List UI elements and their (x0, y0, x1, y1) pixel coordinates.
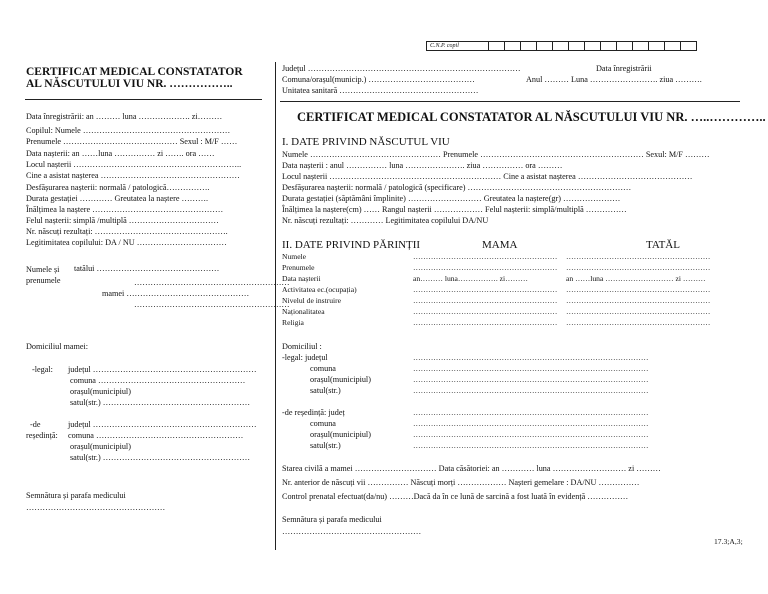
parents-label-line1: Numele și (26, 265, 60, 274)
stub-mamei-extra: ………………………………………………… (134, 300, 290, 309)
domiciliu-field-dots: ………………………………………………………………………………… (413, 386, 649, 395)
form-code: 17.3;A,3; (714, 537, 743, 546)
stub-rese-comuna: comuna ……………………………………………… (68, 431, 244, 440)
stub-title-line2: AL NĂSCUTULUI VIU NR. …………….. (26, 78, 233, 90)
mama-header: MAMA (482, 239, 518, 251)
stub-legal-judet: județul …………………………………………………… (68, 365, 257, 374)
stub-field-line: Durata gestației ………… Greutatea la naștere ………. (26, 194, 209, 203)
mama-field-dots: ………………………………………………… (413, 285, 558, 294)
stub-legal-sat: satul(str.) ……………………………………………… (70, 398, 251, 407)
stub-field-line: Data nașterii: an ……luna …………… zi ……. ora …… (26, 149, 215, 158)
parents-label-line2: prenumele (26, 276, 61, 285)
stub-field-line: Cine a asistat nașterea …………………………………………… (26, 171, 240, 180)
main-rese-judet: -de reședință: județ (282, 408, 345, 417)
section-1-field-line: Înălțimea la naștere(cm) …… Rangul nașterii ……………… Felul nașterii: simplă/multiplă …………… (282, 205, 627, 214)
tata-field-dots: ………………………………………………… (566, 252, 711, 261)
stub-rese-sat: satul(str.) ……………………………………………… (70, 453, 251, 462)
stub-field-line: Nr. născuți rezultați: …………………………………………. (26, 227, 228, 236)
tata-header: TATĂL (646, 239, 680, 251)
mama-field-dots: ………………………………………………… (413, 318, 558, 327)
stub-field-line: Prenumele …………………………………… Sexul : M/F …… (26, 137, 238, 146)
hdr-data-inreg: Data înregistrării (596, 64, 652, 73)
stub-mamei-field: mamei ……………………………………… (102, 289, 250, 298)
tata-field-dots: ………………………………………………… (566, 318, 711, 327)
cnp-digit-box[interactable] (569, 42, 585, 51)
mama-field-dots: ………………………………………………… (413, 252, 558, 261)
section-1-field-line: Locul nașterii ……………………………………………………… Cine a asistat nașterea …………………………………… (282, 172, 693, 181)
parent-field-label: Religia (282, 318, 304, 327)
mama-field-dots: ………………………………………………… (413, 263, 558, 272)
main-legal-judet: -legal: județul (282, 353, 328, 362)
stub-field-line: Locul nașterii …………………………………………………….. (26, 160, 242, 169)
domiciliu-field-dots: ………………………………………………………………………………… (413, 419, 649, 428)
main-rese-comuna: comuna (310, 419, 336, 428)
main-signature-label: Semnătura și parafa medicului (282, 515, 382, 524)
cnp-digit-box[interactable] (521, 42, 537, 51)
cnp-digit-box[interactable] (505, 42, 521, 51)
stub-field-line: Felul nașterii: simplă /multiplă …………………………… (26, 216, 219, 225)
stub-field-line: Înălțimea la naștere ………………………………………… (26, 205, 224, 214)
stub-domiciliul-label: Domiciliul mamei: (26, 342, 89, 351)
cnp-digit-box[interactable] (633, 42, 649, 51)
parent-field-label: Activitatea ec.(ocupația) (282, 285, 357, 294)
stub-rese-oras: orașul(municipiul) (70, 442, 131, 451)
cnp-digit-box[interactable] (617, 42, 633, 51)
section-1-field-line: Desfășurarea nașterii: normală / patologică (specificare) …………………………………………………… (282, 183, 632, 192)
domiciliu-field-dots: ………………………………………………………………………………… (413, 430, 649, 439)
cnp-digit-box[interactable] (489, 42, 505, 51)
main-legal-oras: orașul(municipiul) (310, 375, 371, 384)
section-1-title: I. DATE PRIVIND NĂSCUTUL VIU (282, 136, 450, 148)
main-title: CERTIFICAT MEDICAL CONSTATATOR AL NĂSCUTULUI VIU NR. …..………….. (297, 110, 766, 124)
nascuti-anteriori-line: Nr. anterior de născuți vii …………… Născuți morți ……………… Nașteri gemelare : DA/NU …………… (282, 478, 640, 487)
section-1-field-line: Durata gestației (săptămâni împlinite) ……………………… Greutatea la naștere(gr) ………………… (282, 194, 621, 203)
stub-signature-label: Semnătura și parafa medicului (26, 491, 126, 500)
domiciliu-field-dots: ………………………………………………………………………………… (413, 364, 649, 373)
cnp-digit-box[interactable] (665, 42, 681, 51)
stub-field-line: Legitimitatea copilului: DA / NU …………………………… (26, 238, 227, 247)
section-1-field-line: Data nașterii : anul …………… luna …………………. ziua …………… ora ……… (282, 161, 563, 170)
stub-field-line: Data înregistrării: an ……… luna ………………. zi……… (26, 112, 223, 121)
stub-legal-label: -legal: (32, 365, 53, 374)
cnp-digit-box[interactable] (585, 42, 601, 51)
mama-field-dots: ………………………………………………… (413, 296, 558, 305)
cnp-digit-box[interactable] (649, 42, 665, 51)
cnp-grid (426, 41, 697, 51)
hdr-judet: Județul …………………………………………………………………… (282, 64, 521, 73)
main-legal-sat: satul(str.) (310, 386, 341, 395)
stub-title-line1: CERTIFICAT MEDICAL CONSTATATOR (26, 66, 243, 78)
main-rese-oras: orașul(municipiul) (310, 430, 371, 439)
stub-tatal-field: tatălui ……………………………………… (74, 264, 220, 273)
hdr-unitate: Unitatea sanitară …………………………………………… (282, 86, 479, 95)
stub-rese-label1: -de (30, 420, 41, 429)
tata-birthdate-field: an ……luna ……………………… zi ……… (566, 274, 706, 283)
hdr-comuna: Comuna/orașul(municip.) ………………………………… (282, 75, 475, 84)
stare-civila-line: Starea civilă a mamei ………………………… Data căsătoriei: an ………… luna ……………………… zi ……… (282, 464, 661, 473)
hdr-an-luna-zi: Anul ……… Luna ……………………. ziua ………. (526, 75, 702, 84)
control-prenatal-line: Control prenatal efectuat(da/nu) ………Dacă da în ce lună de sarcină a fost luată în evidență …………… (282, 492, 629, 501)
domiciliu-field-dots: ………………………………………………………………………………… (413, 441, 649, 450)
cnp-label: C.N.P. copil (427, 42, 489, 51)
stub-field-line: Desfășurarea nașterii: normală / patologică……………. (26, 183, 210, 192)
section-2-title: II. DATE PRIVIND PĂRINȚII (282, 239, 421, 251)
main-legal-comuna: comuna (310, 364, 336, 373)
domiciliu-field-dots: ………………………………………………………………………………… (413, 353, 649, 362)
cnp-digit-box[interactable] (601, 42, 617, 51)
cnp-digit-box[interactable] (681, 42, 697, 51)
cnp-digit-box[interactable] (553, 42, 569, 51)
mama-field-dots: ………………………………………………… (413, 307, 558, 316)
stub-legal-oras: orașul(municipiul) (70, 387, 131, 396)
section-1-field-line: Nr. născuți rezultați: ………… Legitimitatea copilului DA/NU (282, 216, 489, 225)
stub-legal-comuna: comuna ……………………………………………… (70, 376, 246, 385)
parent-field-label: Nivelul de instruire (282, 296, 342, 305)
tata-field-dots: ………………………………………………… (566, 296, 711, 305)
main-rese-sat: satul(str.) (310, 441, 341, 450)
stub-signature-line: …………………………………………… (26, 503, 166, 512)
stub-tatal-extra: ………………………………………………… (134, 278, 290, 287)
cnp-digit-box[interactable] (537, 42, 553, 51)
main-signature-line: …………………………………………… (282, 527, 422, 536)
tata-field-dots: ………………………………………………… (566, 307, 711, 316)
stub-rese-judet: județul …………………………………………………… (68, 420, 257, 429)
main-domiciliul-label: Domiciliul : (282, 342, 322, 351)
parent-field-label: Naționalitatea (282, 307, 325, 316)
tata-field-dots: ………………………………………………… (566, 285, 711, 294)
parent-field-label: Data nașterii (282, 274, 321, 283)
main-header-rule (280, 101, 740, 102)
tata-field-dots: ………………………………………………… (566, 263, 711, 272)
stub-rese-label2: reședință: (26, 431, 58, 440)
stub-title-rule (25, 99, 262, 100)
parent-field-label: Prenumele (282, 263, 315, 272)
domiciliu-field-dots: ………………………………………………………………………………… (413, 375, 649, 384)
domiciliu-field-dots: ………………………………………………………………………………… (413, 408, 649, 417)
mama-birthdate-field: an……… luna……………. zi……… (413, 274, 528, 283)
section-1-field-line: Numele ………………………………………… Prenumele …………………………………………………… Sexul: M/F ……… (282, 150, 710, 159)
parent-field-label: Numele (282, 252, 307, 261)
stub-field-line: Copilul: Numele ……………………………………………… (26, 126, 231, 135)
